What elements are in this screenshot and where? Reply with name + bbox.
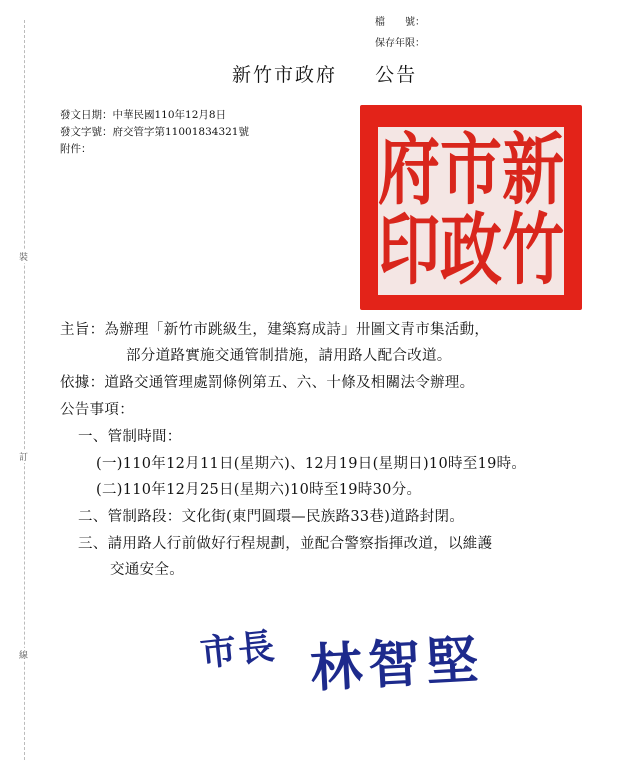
item-1-sub-2: (二)110年12月25日(星期六)10時至19時30分。: [96, 482, 422, 498]
seal-char: 竹: [502, 203, 565, 295]
binding-mark-zhuang: 裝: [19, 250, 28, 263]
attachment-label: 附件：: [60, 143, 92, 155]
retention-period-label: 保存年限：: [375, 38, 425, 49]
issue-date: 發文日期：中華民國110年12月8日: [60, 109, 227, 121]
official-seal-stamp: [360, 105, 582, 310]
seal-char: 府: [378, 123, 441, 215]
item-3-line-2: 交通安全。: [110, 562, 184, 578]
page-title: [232, 60, 417, 87]
item-1-sub-1: (一)110年12月11日(星期六)、12月19日(星期日)10時至19時。: [96, 456, 527, 472]
seal-char: 新: [502, 123, 565, 215]
seal-inner-field: [378, 123, 565, 295]
subject-line-2: 部分道路實施交通管制措施，請用路人配合改道。: [126, 348, 452, 364]
item-2: 二、管制路段：文化街(東門圓環—民族路33巷)道路封閉。: [78, 509, 465, 525]
subject-line-1: 主旨：為辦理「新竹市跳級生，建築寫成詩」卅圖文青市集活動，: [60, 322, 490, 338]
item-3-line-1: 三、請用路人行前做好行程規劃，並配合警察指揮改道，以維護: [78, 536, 493, 552]
file-number-label: 檔 號：: [375, 17, 425, 28]
announcement-items-heading: 公告事項：: [60, 402, 134, 418]
seal-char: 政: [440, 203, 503, 295]
agency-name: 新竹市政府: [232, 64, 338, 86]
document-number: 發文字號：府交管字第11001834321號: [60, 126, 249, 138]
mayor-name-signature: 林智堅: [308, 629, 486, 700]
seal-char: 市: [440, 123, 503, 215]
mayor-title-signature: 市長: [198, 625, 279, 675]
binding-mark-xian: 線: [19, 648, 28, 661]
item-1-title: 一、管制時間：: [78, 429, 182, 445]
binding-mark-ding: 訂: [19, 450, 28, 463]
document-type: 公告: [375, 64, 418, 86]
legal-basis: 依據：道路交通管理處罰條例第五、六、十條及相關法令辦理。: [60, 375, 475, 391]
seal-char: 印: [378, 203, 441, 295]
